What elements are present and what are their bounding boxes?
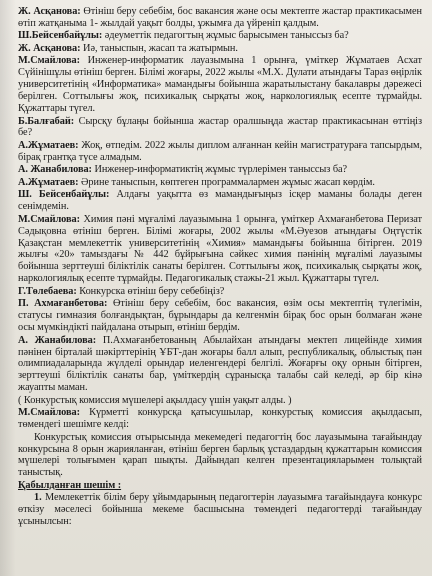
document-body bbox=[18, 6, 422, 528]
paragraph-text: Жоқ, өтпедім. 2022 жылы диплом алғаннан кейін магистратураға тапсырдым, бірақ грантқа түсе алмадым. bbox=[18, 139, 422, 163]
paragraph-askanova-reason bbox=[18, 6, 422, 30]
paragraph-text: Күрметті конкурсқа қатысушылар, конкурстық комиссия ақылдасып, төмендегі шешімге келді: bbox=[18, 407, 422, 431]
paragraph-text: Химия пәні мұғалімі лауазымына 1 орынға, үміткер Ахмағанбетова Перизат Сәдықовна өтініш берген. Білімі жоғары, 2002 жылы «М.Әуезов атындағы Оңтүстік Қазақстан мемлекеттік университетінің «Химия» мамандығы бойынша бітірген. 2019 жылғы «20» тамыздағы № 442 бұйрығына сәйкес химия пәнінің мұғалімі лауазымы бойынша зерттеуші біліктілік санаты берілген. Соттылығы жоқ, психикалық сырқаты жоқ, наркологиялық есепте тұрмайды. Педагогикалық стажы-21 жыл. Құжаттары түгел. bbox=[18, 213, 422, 285]
speaker-label: М.Смайлова: bbox=[18, 407, 81, 419]
paragraph-text: Сырсқу бұлаңы бойынша жастар оралшыңда жастар практикасынан өттіңіз бе? bbox=[18, 115, 422, 139]
paragraph-text: Алдағы уақытта өз мамандығыңыз ісқер маманы болады деген сенімдемін. bbox=[18, 189, 422, 213]
speaker-label: А.Жұматаев: bbox=[18, 176, 79, 188]
speaker-label: А.Жұматаев: bbox=[18, 139, 79, 151]
paragraph-zhumataev-answer bbox=[18, 140, 422, 164]
paragraph-text: П.Ахмағанбетованың Абылайхан атындағы мектеп лицейінде химия пәнінен бірталай шәкірттерінің ҰБТ-дан жоғары балл алып, республикалық, облыстық пән олимпиадаларында жүлделі орындар иеленгендері белгілі. Жоғарғы оқу орнын бітірген, зерттеуші біліктілік санаты бар, үміткердің сұранысқа талабы сай келеді, әр бір кінә жауапты маман. bbox=[18, 334, 422, 394]
paragraph-akhmaganbetova-answer bbox=[18, 298, 422, 334]
speaker-label: М.Смайлова: bbox=[18, 55, 81, 67]
paragraph-commission-summary bbox=[18, 432, 422, 480]
speaker-label: Ж. Асқанова: bbox=[18, 6, 81, 17]
paragraph-smailova-chemistry bbox=[18, 214, 422, 285]
decision-heading bbox=[18, 480, 422, 492]
paragraph-text: Өтініш беру себебім, бос вакансия және осы мектепте жастар практикасымен өтіп жатқаныма 1- жылдай уақыт болды, ұжымға да үйреніп қалдым. bbox=[18, 6, 422, 29]
speaker-label: А. Жанабилова: bbox=[18, 164, 92, 176]
speaker-label: Ш. Бейсенбайұлы: bbox=[18, 189, 110, 201]
item-number: 1. bbox=[34, 492, 42, 504]
page-edge-shadow bbox=[0, 0, 16, 576]
paragraph-text: Конкурстық комиссия отырысында мекемедегі педагогтің бос лауазымына тағайындау конкурсына 8 орын жарияланған, өтініш берген барлық ұстаздардың құжаттарын комиссия мүшелері толығымен қарап шықты. Дайындап келген презентацияларымен толықтай таныстық. bbox=[18, 431, 422, 479]
speaker-label: Ш.Бейсенбайұлы: bbox=[18, 30, 103, 42]
paragraph-beisenbaiuly-comment bbox=[18, 189, 422, 213]
speaker-label: Г.Төлебаева: bbox=[18, 285, 77, 297]
paragraph-text: Инженер-информатик лауазымына 1 орынға, үміткер Жұматаев Асхат Сүйінішұлы өтініш берген. Білімі жоғары, 2022 жылы «М.Х. Дулати атындағы Тараз өңірлік университетінің «Информатика» мамандығы бойынша жаратылыстану бакалавры дәрежесі берілген. Соттылығы жоқ, психикалық сырқаты жоқ, наркологиялық есепте тұрмайды. Құжаттары түгел. bbox=[18, 55, 422, 115]
paragraph-smailova-announcement bbox=[18, 407, 422, 431]
paragraph-tolebaeva-question bbox=[18, 286, 422, 298]
paragraph-text: ( Конкурстық комиссия мүшелері ақылдасу үшін уақыт алды. ) bbox=[18, 394, 292, 406]
decision-item-1 bbox=[18, 492, 422, 528]
paragraph-commission-note bbox=[18, 395, 422, 407]
paragraph-balgabai-question bbox=[18, 116, 422, 140]
paragraph-zhanabilova-question bbox=[18, 164, 422, 176]
speaker-label: Б.Балғабай: bbox=[18, 115, 75, 127]
paragraph-text: Иә, таныспын, жасап та жатырмын. bbox=[80, 42, 238, 54]
paragraph-text: Әрине таныспын, көптеген программалармен жұмыс жасап көрдім. bbox=[78, 176, 375, 188]
speaker-label: М.Смайлова: bbox=[18, 213, 81, 225]
paragraph-text: Мемлекеттік білім беру ұйымдарының педагогтерін лауазымға тағайындауға конкурс өткізу мәселесі бойынша мекеме басшысына төмендегі педагогтерді тағайындау ұсынылсын: bbox=[18, 492, 422, 528]
paragraph-text: Конкурска өтініш беру себебіңіз? bbox=[76, 285, 225, 297]
paragraph-smailova-informatik bbox=[18, 55, 422, 115]
paragraph-zhumataev-reply bbox=[18, 177, 422, 189]
paragraph-askanova-answer bbox=[18, 43, 422, 55]
speaker-label: А. Жанабилова: bbox=[18, 334, 97, 346]
paragraph-zhanabilova-comment bbox=[18, 335, 422, 395]
speaker-label: Ж. Асқанова: bbox=[18, 42, 81, 54]
paragraph-text: Өтініш беру себебім, бос вакансия, өзім осы мектептің түлегімін, статусы гимназия болғандықтан, бұрындары да келгенмін бірақ бос орын болмаған және осы мүмкіндікті пайдалана отырып, өтініш бердім. bbox=[18, 298, 422, 334]
paragraph-text: әдеуметтік педагогтың жұмыс барысымен таныссыз ба? bbox=[102, 30, 349, 42]
paragraph-beisenbaiuly-question bbox=[18, 30, 422, 42]
speaker-label: П. Ахмағанбетова: bbox=[18, 298, 108, 310]
paragraph-text: Инженер-информатиктің жұмыс түрлерімен таныссыз ба? bbox=[91, 164, 348, 176]
heading-text: Қабылданған шешім : bbox=[18, 479, 122, 491]
